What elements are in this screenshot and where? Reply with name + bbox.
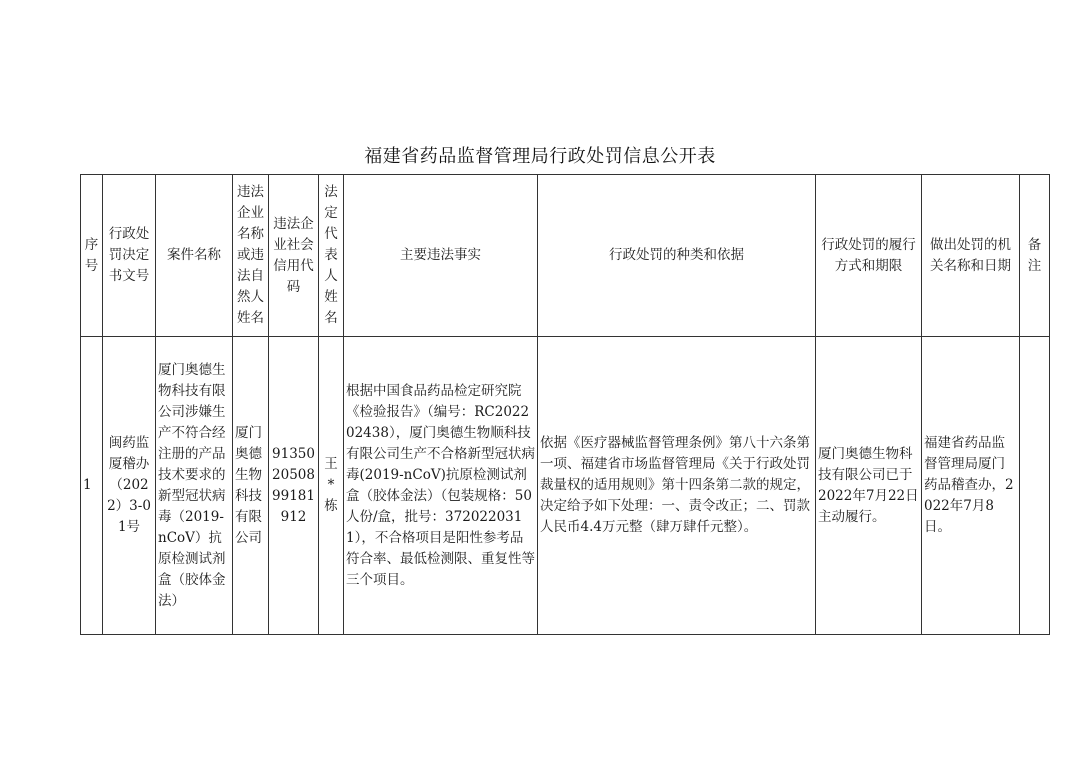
cell-credit-code: 913502050899181912 bbox=[269, 337, 319, 635]
header-credit-code: 违法企业社会信用代码 bbox=[269, 175, 319, 337]
cell-execution: 厦门奥德生物科技有限公司已于2022年7月22日主动履行。 bbox=[816, 337, 922, 635]
cell-violation-facts: 根据中国食品药品检定研究院《检验报告》（编号：RC202202438），厦门奥德生物顺科技有限公司生产不合格新型冠状病毒(2019-nCoV)抗原检测试剂盒（胶体金法）（包装规格：50人份/盒，批号：3720220311），不合格项目是阳性参考品符合率、最低检测限、重复性等三个项目。 bbox=[344, 337, 538, 635]
header-case-name: 案件名称 bbox=[156, 175, 233, 337]
header-violator-name: 违法企业名称或违法自然人姓名 bbox=[233, 175, 269, 337]
header-decision-doc-no: 行政处罚决定书文号 bbox=[103, 175, 156, 337]
cell-authority-date: 福建省药品监督管理局厦门药品稽查办，2022年7月8日。 bbox=[922, 337, 1020, 635]
header-remark: 备注 bbox=[1020, 175, 1050, 337]
table-row bbox=[81, 337, 1050, 635]
header-authority-date: 做出处罚的机关名称和日期 bbox=[922, 175, 1020, 337]
header-legal-representative: 法定代表人姓名 bbox=[319, 175, 344, 337]
penalty-info-table bbox=[80, 174, 1050, 635]
header-penalty-basis: 行政处罚的种类和依据 bbox=[538, 175, 816, 337]
header-seq: 序号 bbox=[81, 175, 103, 337]
cell-seq: 1 bbox=[81, 337, 103, 635]
document-title: 福建省药品监督管理局行政处罚信息公开表 bbox=[364, 146, 716, 167]
cell-legal-representative: 王*栋 bbox=[319, 337, 344, 635]
header-execution: 行政处罚的履行方式和期限 bbox=[816, 175, 922, 337]
header-violation-facts: 主要违法事实 bbox=[344, 175, 538, 337]
cell-remark bbox=[1020, 337, 1050, 635]
cell-violator-name: 厦门奥德生物科技有限公司 bbox=[233, 337, 269, 635]
cell-decision-doc-no: 闽药监厦稽办（2022）3-01号 bbox=[103, 337, 156, 635]
cell-case-name: 厦门奥德生物科技有限公司涉嫌生产不符合经注册的产品技术要求的新型冠状病毒（2019-nCoV）抗原检测试剂盒（胶体金法） bbox=[156, 337, 233, 635]
header-row bbox=[81, 175, 1050, 337]
cell-penalty-basis: 依据《医疗器械监督管理条例》第八十六条第一项、福建省市场监督管理局《关于行政处罚裁量权的适用规则》第十四条第二款的规定，决定给予如下处理：一、责令改正；二、罚款人民币4.4万元整（肆万肆仟元整）。 bbox=[538, 337, 816, 635]
